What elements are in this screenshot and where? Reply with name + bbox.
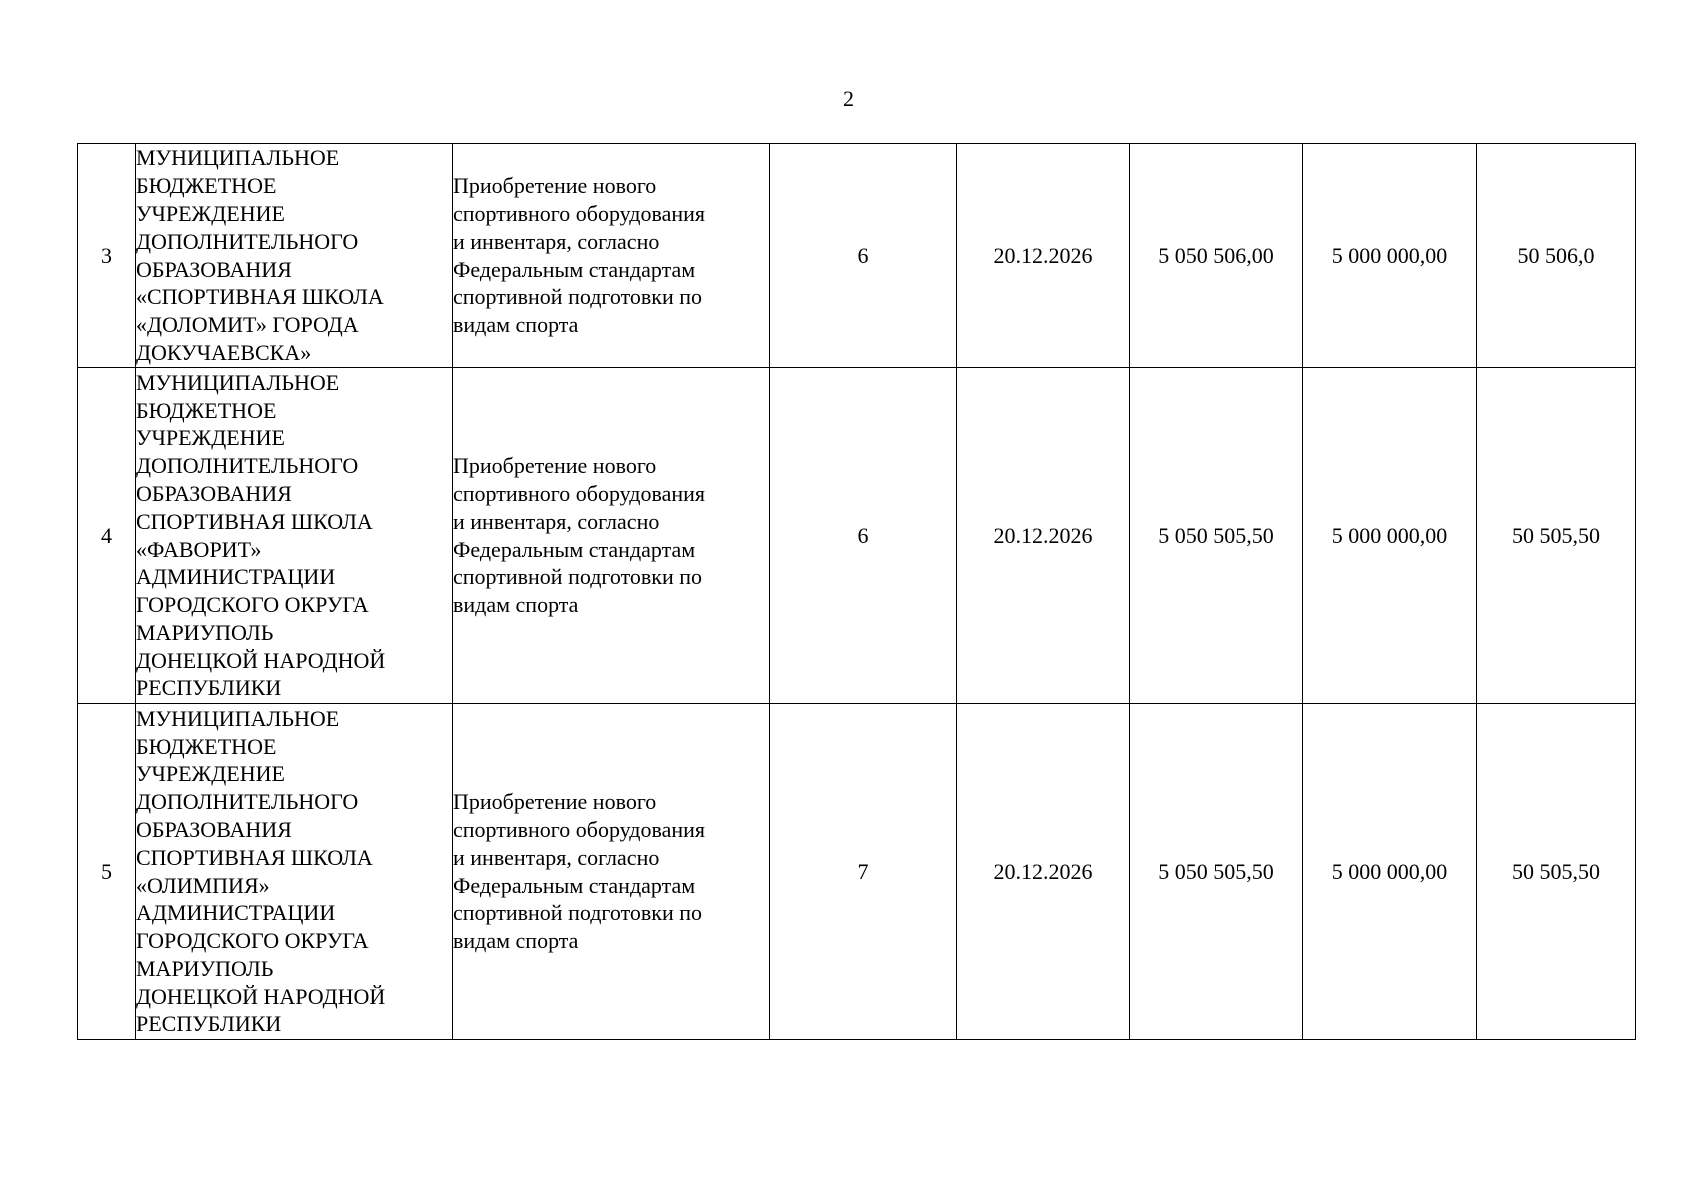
local-amount-cell: 50 506,0 [1477, 144, 1636, 368]
organization-name: МУНИЦИПАЛЬНОЕ БЮДЖЕТНОЕ УЧРЕЖДЕНИЕ ДОПОЛНИТЕЛЬНОГО ОБРАЗОВАНИЯ «СПОРТИВНАЯ ШКОЛА «ДОЛОМИТ» ГОРОДА ДОКУЧАЕВСКА» [136, 145, 384, 365]
organization-cell [136, 704, 453, 1040]
date-cell: 20.12.2026 [957, 144, 1130, 368]
federal-amount-cell: 5 000 000,00 [1303, 704, 1477, 1040]
date-cell: 20.12.2026 [957, 704, 1130, 1040]
page-number: 2 [843, 86, 854, 111]
row-number-cell: 5 [78, 704, 136, 1040]
table-row [78, 368, 1636, 704]
row-number-cell: 4 [78, 368, 136, 704]
federal-amount-cell: 5 000 000,00 [1303, 144, 1477, 368]
quantity-cell: 6 [770, 368, 957, 704]
quantity-cell: 6 [770, 144, 957, 368]
funding-table [77, 143, 1636, 1040]
purchase-description: Приобретение нового спортивного оборудования и инвентаря, согласно Федеральным стандартам спортивной подготовки по видам спорта [453, 173, 706, 338]
federal-amount-cell: 5 000 000,00 [1303, 368, 1477, 704]
description-cell [453, 144, 770, 368]
table-row [78, 144, 1636, 368]
purchase-description: Приобретение нового спортивного оборудования и инвентаря, согласно Федеральным стандартам спортивной подготовки по видам спорта [453, 453, 706, 618]
organization-name: МУНИЦИПАЛЬНОЕ БЮДЖЕТНОЕ УЧРЕЖДЕНИЕ ДОПОЛНИТЕЛЬНОГО ОБРАЗОВАНИЯ СПОРТИВНАЯ ШКОЛА «ОЛИМПИЯ» АДМИНИСТРАЦИИ ГОРОДСКОГО ОКРУГА МАРИУПОЛЬ ДОНЕЦКОЙ НАРОДНОЙ РЕСПУБЛИКИ [136, 705, 386, 1037]
quantity-cell: 7 [770, 704, 957, 1040]
purchase-description: Приобретение нового спортивного оборудования и инвентаря, согласно Федеральным стандартам спортивной подготовки по видам спорта [453, 789, 706, 954]
description-cell [453, 704, 770, 1040]
organization-name: МУНИЦИПАЛЬНОЕ БЮДЖЕТНОЕ УЧРЕЖДЕНИЕ ДОПОЛНИТЕЛЬНОГО ОБРАЗОВАНИЯ СПОРТИВНАЯ ШКОЛА «ФАВОРИТ» АДМИНИСТРАЦИИ ГОРОДСКОГО ОКРУГА МАРИУПОЛЬ ДОНЕЦКОЙ НАРОДНОЙ РЕСПУБЛИКИ [136, 369, 386, 701]
total-amount-cell: 5 050 505,50 [1130, 368, 1303, 704]
local-amount-cell: 50 505,50 [1477, 368, 1636, 704]
date-cell: 20.12.2026 [957, 368, 1130, 704]
organization-cell [136, 368, 453, 704]
row-number-cell: 3 [78, 144, 136, 368]
table-row [78, 704, 1636, 1040]
total-amount-cell: 5 050 506,00 [1130, 144, 1303, 368]
description-cell [453, 368, 770, 704]
total-amount-cell: 5 050 505,50 [1130, 704, 1303, 1040]
organization-cell [136, 144, 453, 368]
local-amount-cell: 50 505,50 [1477, 704, 1636, 1040]
